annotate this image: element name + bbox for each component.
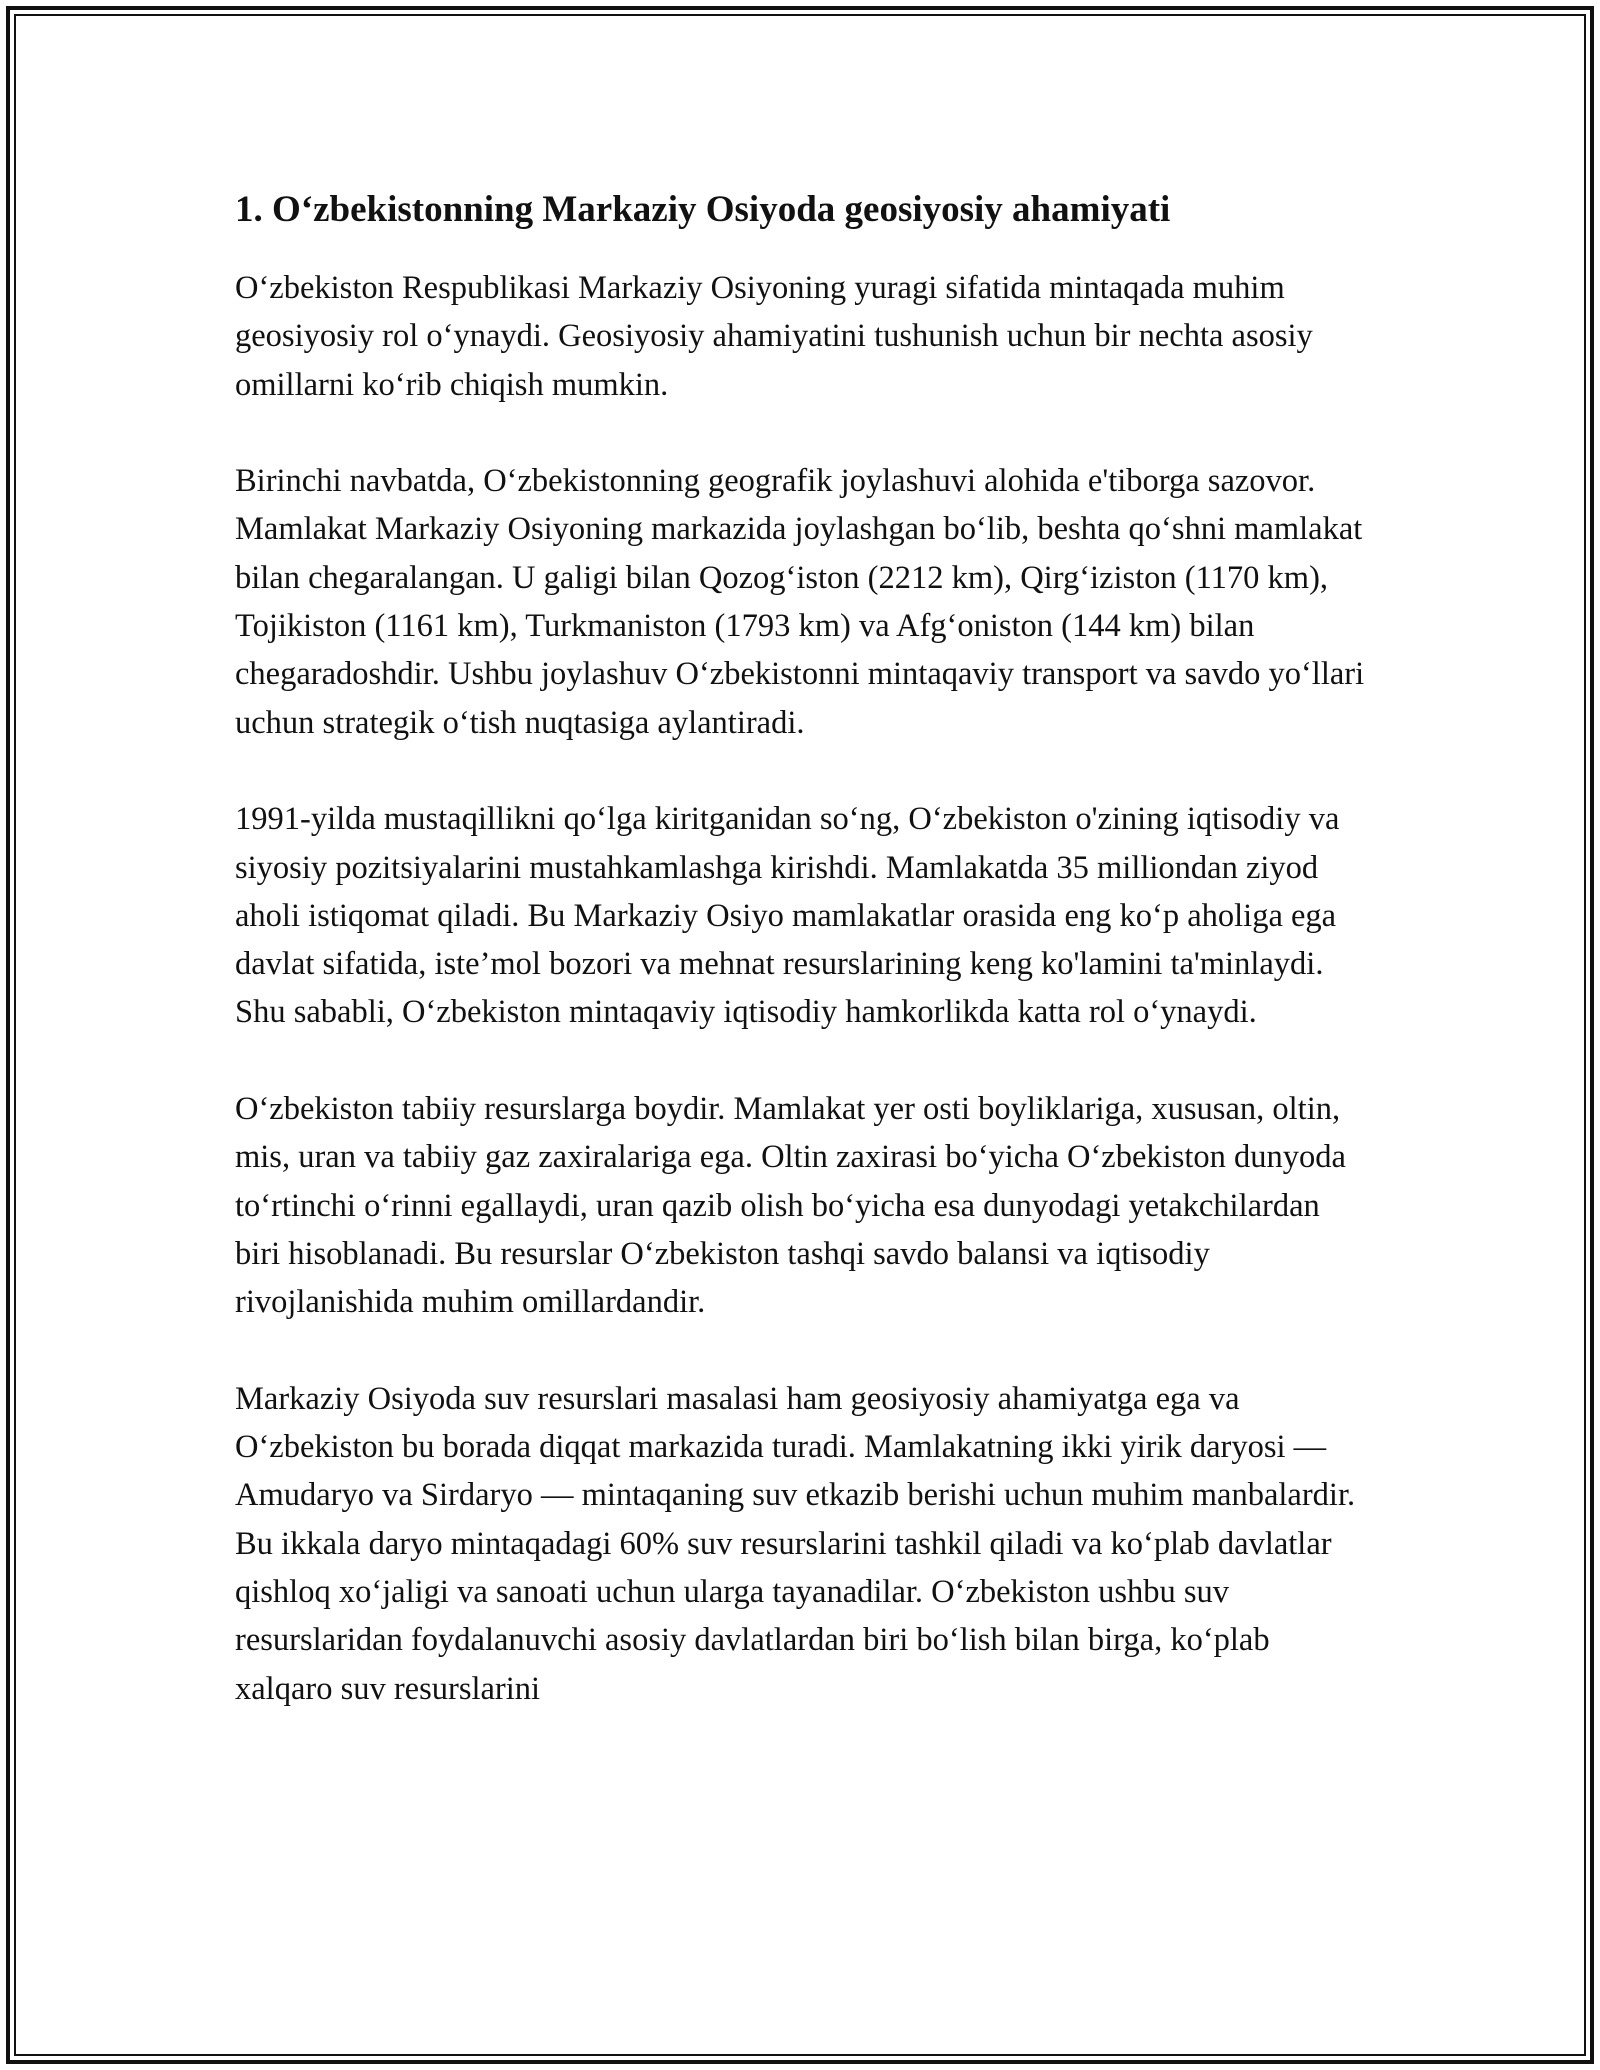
paragraph-independence: 1991-yilda mustaqillikni qo‘lga kiritganidan so‘ng, O‘zbekiston o'zining iqtisodiy va siyosiy pozitsiyalarini mustahkamlashga kirishdi. Mamlakatda 35 milliondan ziyod aholi istiqomat qiladi. Bu Markaziy Osiyo mamlakatlar orasida eng ko‘p aholiga ega davlat sifatida, iste’mol bozori va mehnat resurslarining keng ko'lamini ta'minlaydi. Shu sababli, O‘zbekiston mintaqaviy iqtisodiy hamkorlikda katta rol o‘ynaydi.: [235, 801, 1340, 1031]
paragraph-water-resources: Markaziy Osiyoda suv resurslari masalasi ham geosiyosiy ahamiyatga ega va O‘zbekiston bu borada diqqat markazida turadi. Mamlakatning ikki yirik daryosi — Amudaryo va Sirdaryo — mintaqaning suv etkazib berishi uchun muhim manbalardir. Bu ikkala daryo mintaqadagi 60% suv resurslarini tashkil qiladi va ko‘plab davlatlar qishloq xo‘jaligi va sanoati uchun ularga tayanadilar. O‘zbekiston ushbu suv resurslaridan foydalanuvchi asosiy davlatlardan biri bo‘lish bilan birga, ko‘plab xalqaro suv resurslarini: [235, 1380, 1356, 1707]
paragraph-natural-resources: O‘zbekiston tabiiy resurslarga boydir. Mamlakat yer osti boyliklariga, xususan, oltin, mis, uran va tabiiy gaz zaxiralariga ega. Oltin zaxirasi bo‘yicha O‘zbekiston dunyoda to‘rtinchi o‘rinni egallaydi, uran qazib olish bo‘yicha esa dunyodagi yetakchilardan biri hisoblanadi. Bu resurslar O‘zbekiston tashqi savdo balansi va iqtisodiy rivojlanishida muhim omillardandir.: [235, 1091, 1346, 1321]
document-body: [235, 186, 1370, 1761]
paragraph-intro: O‘zbekiston Respublikasi Markaziy Osiyoning yuragi sifatida mintaqada muhim geosiyosiy rol o‘ynaydi. Geosiyosiy ahamiyatini tushunish uchun bir nechta asosiy omillarni ko‘rib chiqish mumkin.: [235, 270, 1313, 403]
section-heading: 1. O‘zbekistonning Markaziy Osiyoda geosiyosiy ahamiyati: [235, 189, 1171, 230]
paragraph-geography: Birinchi navbatda, O‘zbekistonning geografik joylashuvi alohida e'tiborga sazovor. Mamlakat Markaziy Osiyoning markazida joylashgan bo‘lib, beshta qo‘shni mamlakat bilan chegaralangan. U galigi bilan Qozog‘iston (2212 km), Qirg‘iziston (1170 km), Tojikiston (1161 km), Turkmaniston (1793 km) va Afg‘oniston (144 km) bilan chegaradoshdir. Ushbu joylashuv O‘zbekistonni mintaqaviy transport va savdo yo‘llari uchun strategik o‘tish nuqtasiga aylantiradi.: [235, 463, 1365, 741]
